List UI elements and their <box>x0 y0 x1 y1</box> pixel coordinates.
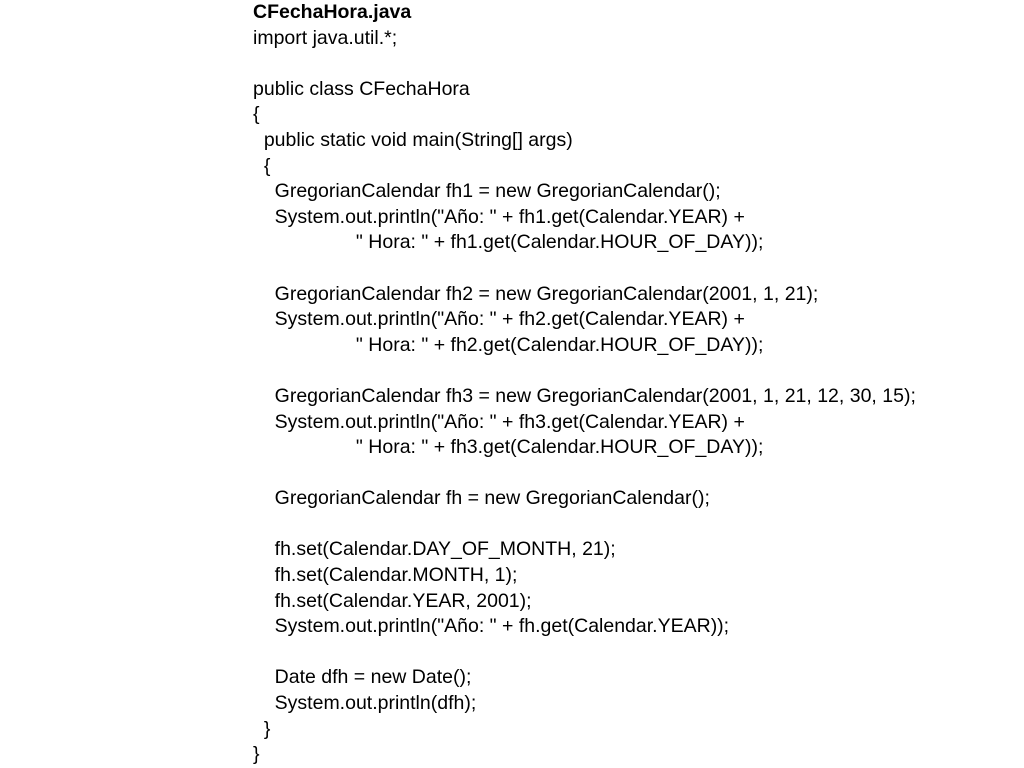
code-line: GregorianCalendar fh1 = new GregorianCalendar(); <box>253 180 721 203</box>
code-line <box>253 640 1013 666</box>
code-line <box>253 51 1013 77</box>
code-document <box>253 0 1013 768</box>
code-line: fh.set(Calendar.YEAR, 2001); <box>253 589 532 612</box>
code-line: " Hora: " + fh2.get(Calendar.HOUR_OF_DAY)); <box>253 333 764 356</box>
code-line <box>253 512 1013 538</box>
code-line: public class CFechaHora <box>253 77 470 100</box>
code-line: " Hora: " + fh3.get(Calendar.HOUR_OF_DAY)); <box>253 436 764 459</box>
code-line: Date dfh = new Date(); <box>253 666 472 689</box>
code-line: System.out.println("Año: " + fh1.get(Calendar.YEAR) + <box>253 205 745 228</box>
code-line: } <box>253 743 260 766</box>
code-line: { <box>253 154 271 177</box>
code-line: GregorianCalendar fh2 = new GregorianCalendar(2001, 1, 21); <box>253 282 819 305</box>
code-line: { <box>253 103 260 126</box>
code-line: GregorianCalendar fh3 = new GregorianCalendar(2001, 1, 21, 12, 30, 15); <box>253 384 916 407</box>
code-line: fh.set(Calendar.DAY_OF_MONTH, 21); <box>253 538 616 561</box>
code-line <box>253 358 1013 384</box>
code-line <box>253 256 1013 282</box>
code-line: fh.set(Calendar.MONTH, 1); <box>253 564 518 587</box>
code-block <box>253 26 1013 768</box>
code-line: System.out.println("Año: " + fh3.get(Calendar.YEAR) + <box>253 410 745 433</box>
code-line: GregorianCalendar fh = new GregorianCalendar(); <box>253 487 710 510</box>
code-line: System.out.println("Año: " + fh.get(Calendar.YEAR)); <box>253 615 730 638</box>
code-line: System.out.println(dfh); <box>253 692 477 715</box>
code-line: import java.util.*; <box>253 26 398 49</box>
code-line: public static void main(String[] args) <box>253 128 573 151</box>
code-line <box>253 461 1013 487</box>
file-title: CFechaHora.java <box>253 1 412 23</box>
code-line: } <box>253 717 271 740</box>
code-line: " Hora: " + fh1.get(Calendar.HOUR_OF_DAY)); <box>253 231 764 254</box>
code-line: System.out.println("Año: " + fh2.get(Calendar.YEAR) + <box>253 308 745 331</box>
